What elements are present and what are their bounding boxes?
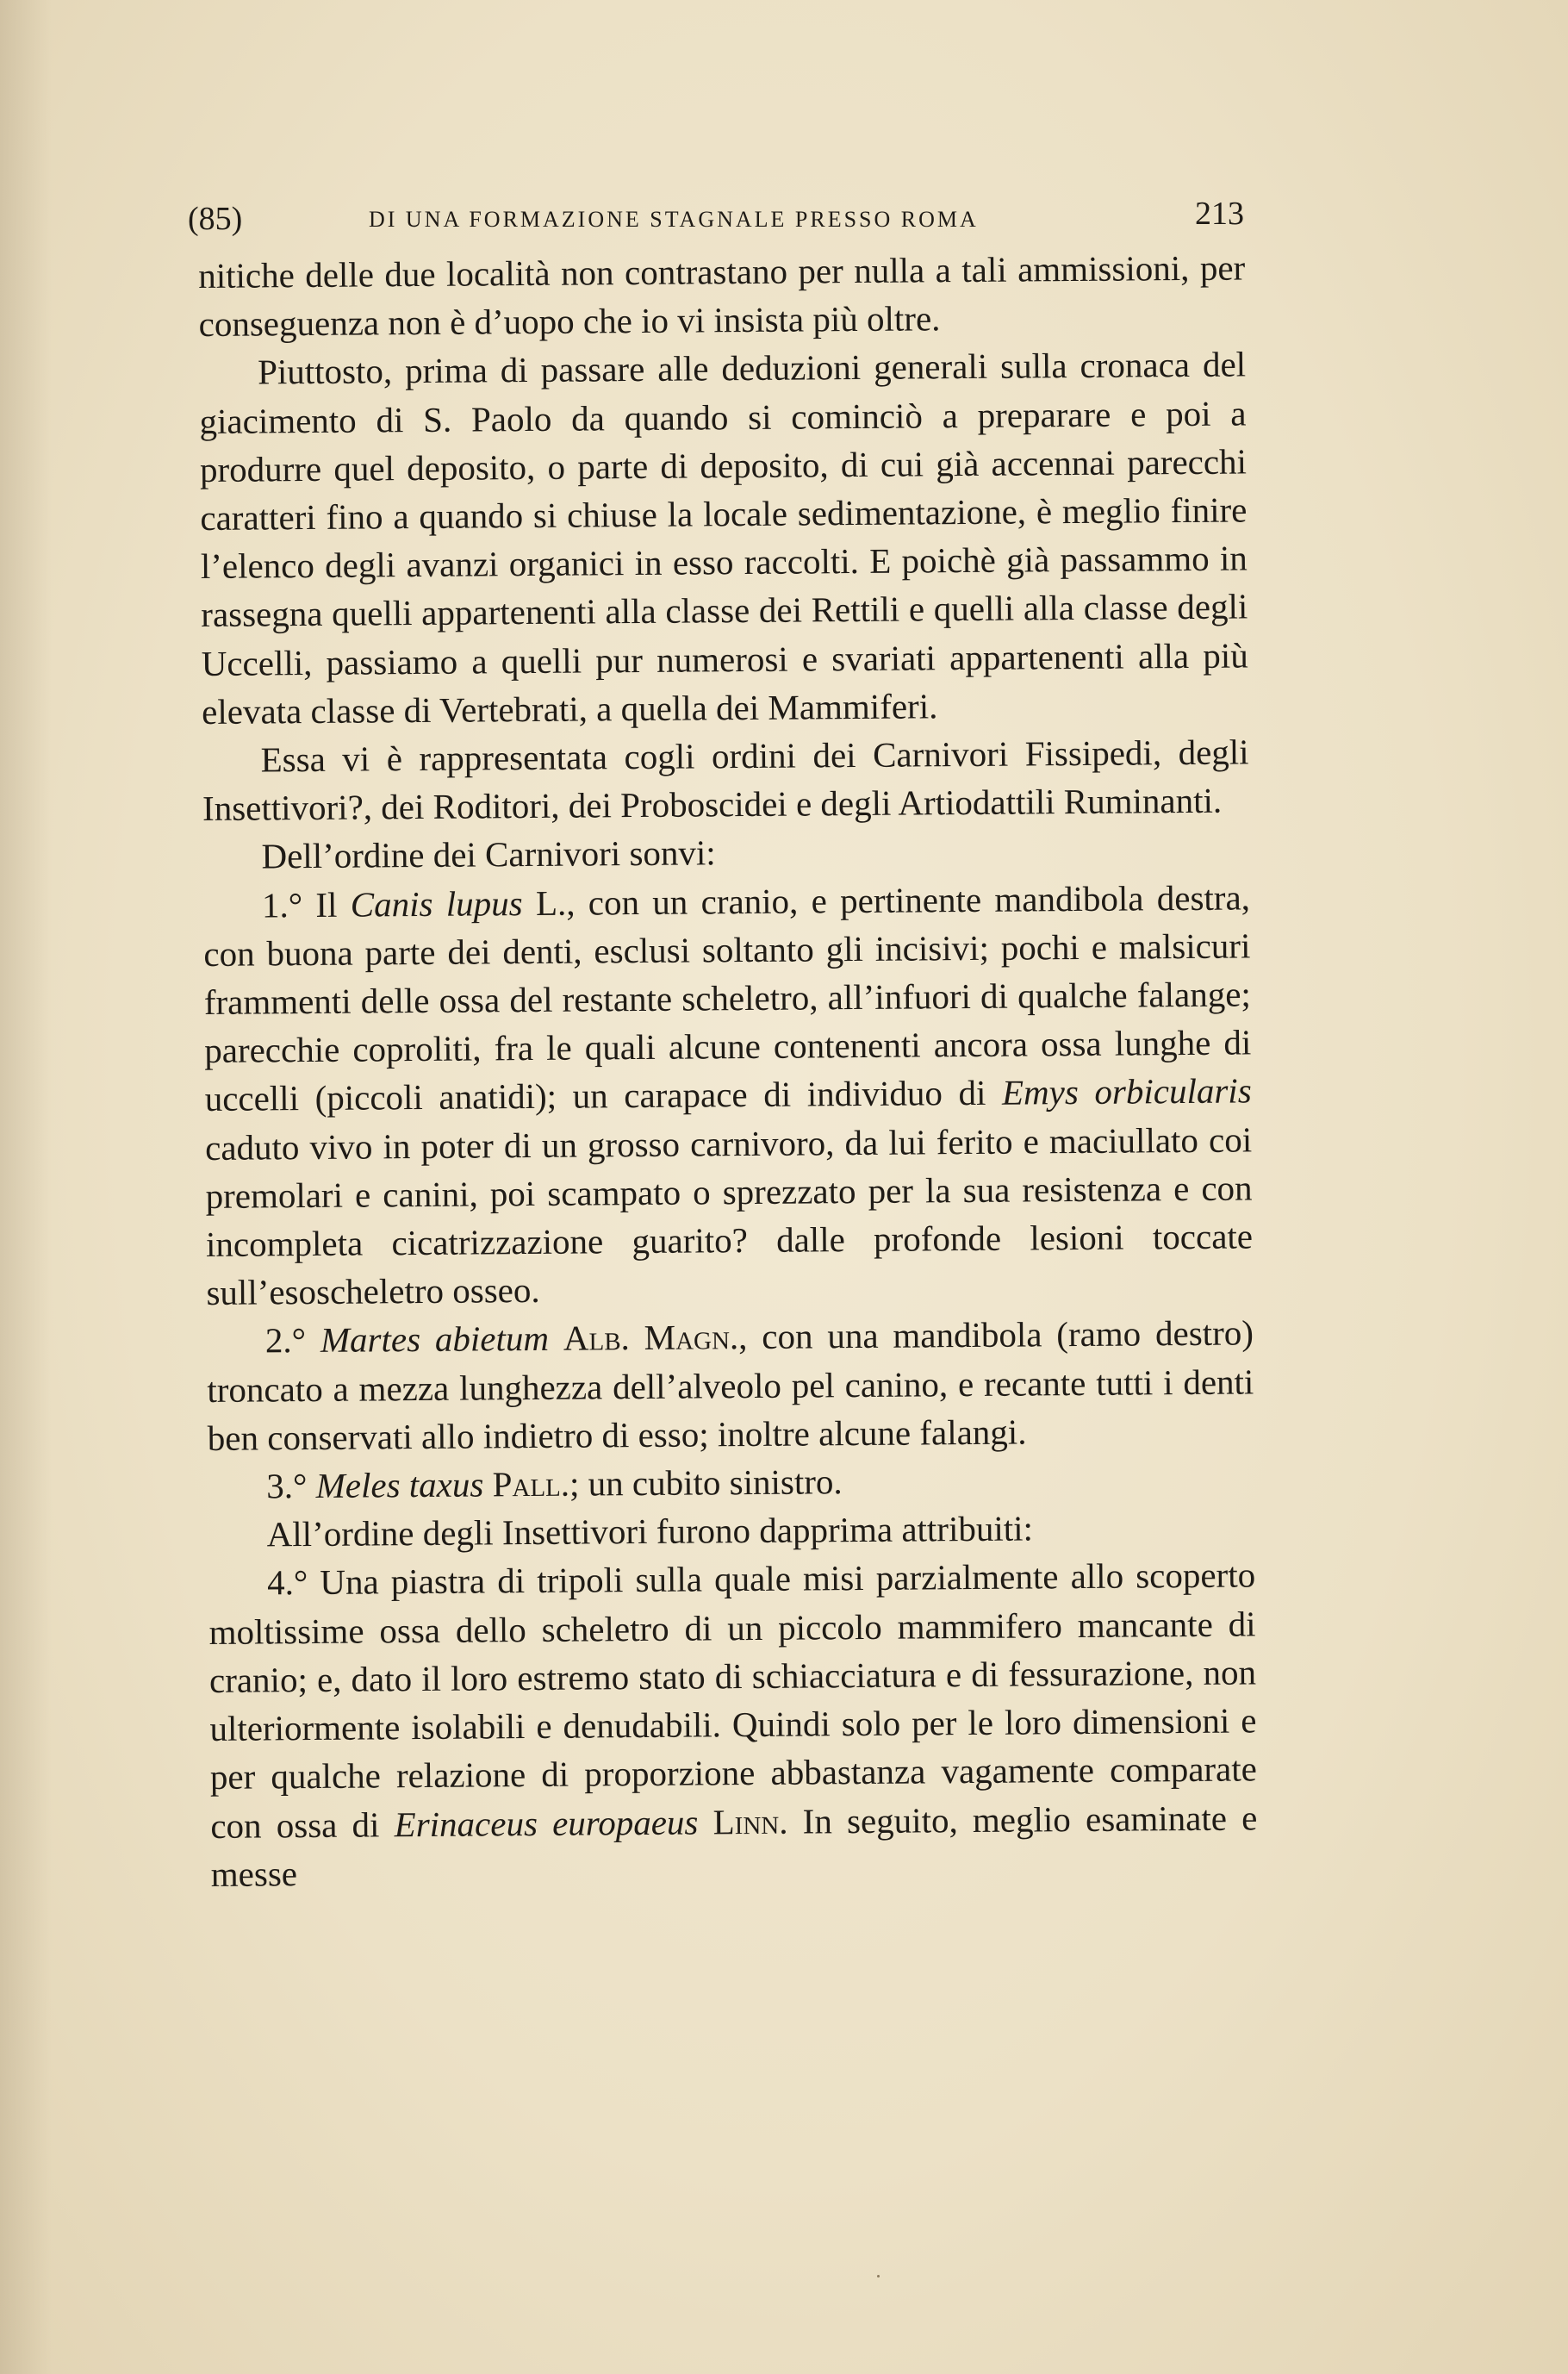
paper-speck: [877, 2275, 880, 2277]
text-run: ; un cubito sinistro.: [569, 1461, 843, 1504]
species-name: Erinaceus europaeus: [394, 1801, 699, 1844]
paragraph-p8: [208, 1503, 1254, 1560]
author-abbrev: Alb. Magn.: [563, 1317, 739, 1359]
author-abbrev: Linn.: [712, 1801, 788, 1841]
text-run: All’ordine degli Insettivori furono dapprima attribuiti:: [266, 1508, 1034, 1555]
text-run: 3.°: [266, 1466, 316, 1506]
paragraph-p7: [208, 1454, 1254, 1511]
body-text: [198, 243, 1258, 1897]
text-run: Essa vi è rappresentata cogli ordini dei Carnivori Fissipedi, degli Insettivori?, dei Roditori, dei Proboscidei e degli Artiodattili Ruminanti.: [202, 732, 1249, 829]
paragraph-p5: [203, 873, 1254, 1317]
text-run: [698, 1802, 713, 1841]
binding-shadow: [0, 0, 52, 2374]
paragraph-p9: [208, 1551, 1258, 1898]
text-run: 2.°: [264, 1320, 321, 1361]
species-name: Martes abietum: [320, 1318, 550, 1361]
paragraph-p2: [199, 340, 1248, 736]
text-run: 4.° Una piastra di tripoli sulla quale misi parzialmente allo scoperto moltissime ossa dello scheletro di un piccolo mammifero mancante di cranio; e, dato il loro estremo stato di schiacciatura e di fessurazione, non ulteriormente isolabili e denudabili. Quindi solo per le loro dimensioni e per qualche relazione di proporzione abbastanza vagamente comparate con ossa di: [208, 1555, 1258, 1846]
page-number-left: (85): [188, 201, 243, 237]
species-name: Meles taxus: [315, 1464, 484, 1506]
text-run: In seguito, meglio esaminate e messe: [210, 1797, 1258, 1894]
species-name: Emys orbicularis: [1001, 1070, 1252, 1113]
paragraph-p3: [202, 727, 1249, 832]
paragraph-p4: [202, 825, 1249, 882]
species-name: Canis lupus: [350, 882, 523, 925]
author-abbrev: Pall.: [492, 1463, 570, 1505]
text-run: L., con un cranio, e pertinente mandibola destra, con buona parte dei denti, esclusi soltanto gli incisivi; pochi e malsicuri frammenti delle ossa del restante scheletro, all’infuori di qualche falange; parecchie coproliti, fra le quali alcune contenenti ancora ossa lunghe di uccelli (piccoli anatidi); un carapace di individuo di: [203, 877, 1252, 1119]
text-run: , con una mandibola (ramo destro) troncato a mezza lunghezza dell’alveolo pel canino, e recante tutti i denti ben conservati allo indietro di esso; inoltre alcune falangi.: [207, 1312, 1254, 1458]
running-title: DI UNA FORMAZIONE STAGNALE PRESSO ROMA: [369, 207, 979, 232]
text-run: 1.° Il: [261, 884, 351, 925]
page-number: 213: [1195, 196, 1244, 232]
text-run: nitiche delle due località non contrastano per nulla a tali ammissioni, per conseguenza non è d’uopo che io vi insista più oltre.: [198, 247, 1246, 345]
text-run: Piuttosto, prima di passare alle deduzioni generali sulla cronaca del giacimento di S. Paolo da quando si cominciò a preparare e poi a produrre quel deposito, o parte di deposito, di cui già accennai parecchi caratteri fino a quando si chiuse la locale sedimentazione, è meglio finire l’elenco degli avanzi organici in esso raccolti. E poichè già passammo in rassegna quelli appartenenti alla classe dei Rettili e quelli alla classe degli Uccelli, passiamo a quelli pur numerosi e svariati appartenenti alla più elevata classe di Vertebrati, a quella dei Mammiferi.: [199, 344, 1248, 732]
text-run: Dell’ordine dei Carnivori sonvi:: [261, 832, 716, 876]
text-run: caduto vivo in poter di un grosso carnivoro, da lui ferito e maciullato coi premolari e canini, poi scampato o sprezzato per la sua resistenza e con incompleta cicatrizzazione guarito? dalle profonde lesioni toccate sull’esoscheletro osseo.: [204, 1119, 1254, 1313]
paragraph-p6: [207, 1309, 1254, 1462]
paragraph-p1: [198, 243, 1246, 348]
text-run: [549, 1318, 563, 1358]
